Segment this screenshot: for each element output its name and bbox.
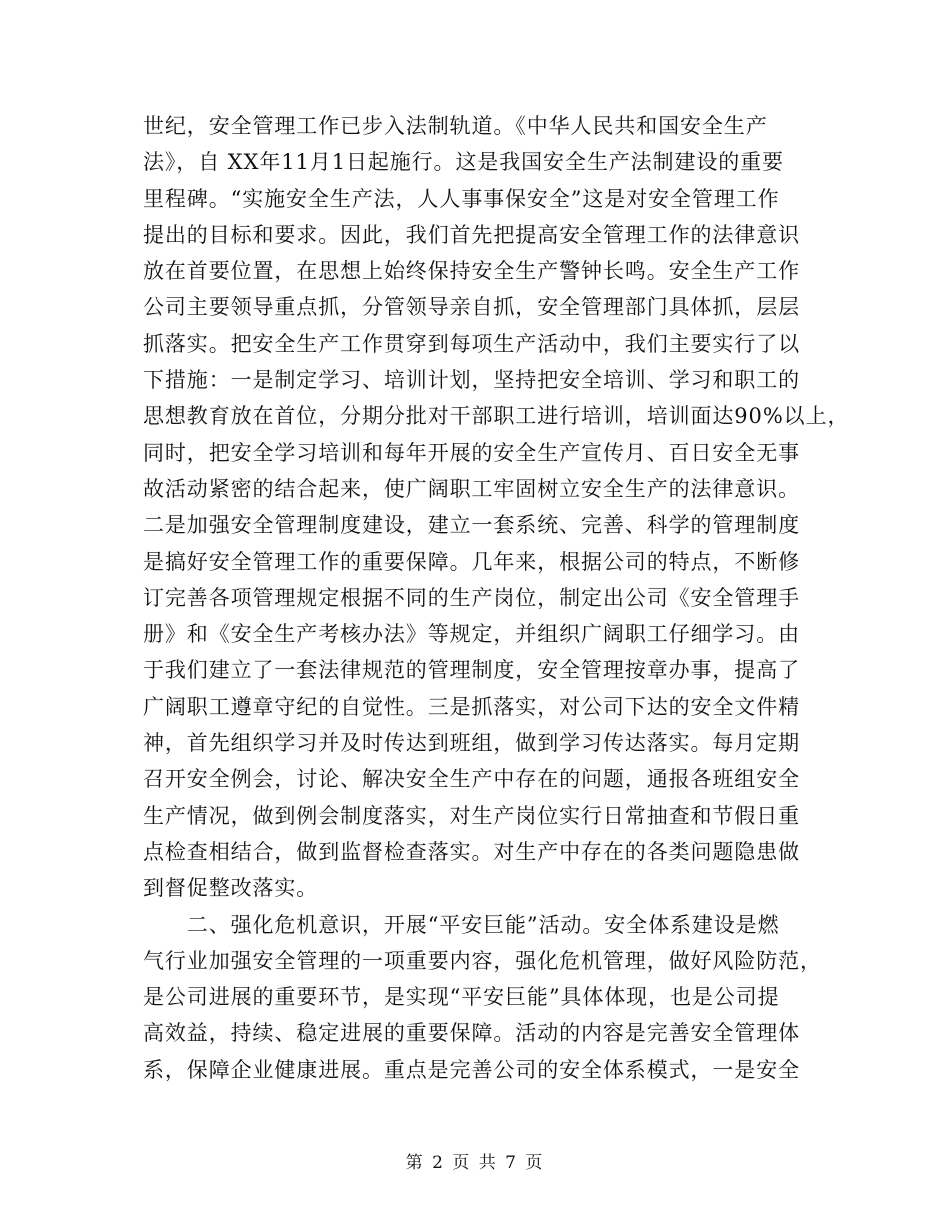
text-line: 抓落实。把安全生产工作贯穿到每项生产活动中，我们主要实行了以 [143, 331, 800, 356]
text-line: 订完善各项管理规定根据不同的生产岗位，制定出公司《安全管理手 [143, 585, 800, 610]
text-line: 于我们建立了一套法律规范的管理制度，安全管理按章办事，提高了 [143, 658, 800, 683]
page-footer: 第 2 页 共 7 页 [405, 1153, 545, 1173]
text-line: 思想教育放在首位，分期分批对干部职工进行培训，培训面达90%以上， [143, 404, 850, 429]
text-line: 到督促整改落实。 [143, 876, 319, 901]
text-line: 生产情况，做到例会制度落实，对生产岗位实行日常抽查和节假日重 [143, 803, 800, 828]
text-line: 故活动紧密的结合起来，使广阔职工牢固树立安全生产的法律意识。 [143, 476, 800, 501]
text-line: 世纪，安全管理工作已步入法制轨道。《中华人民共和国安全生产 [143, 114, 768, 138]
text-line: 里程碑。“实施安全生产法，人人事事保安全”这是对安全管理工作 [143, 186, 780, 211]
text-line: 册》和《安全生产考核办法》等规定，并组织广阔职工仔细学习。由 [143, 622, 800, 647]
text-line: 点检查相结合，做到监督检查落实。对生产中存在的各类问题隐患做 [143, 839, 800, 864]
text-line: 法》，自 XX年11月1日起施行。这是我国安全生产法制建设的重要 [143, 150, 784, 175]
text-line: 下措施：一是制定学习、培训计划，坚持把安全培训、学习和职工的 [143, 368, 800, 393]
text-line: 二是加强安全管理制度建设，建立一套系统、完善、科学的管理制度 [143, 513, 800, 538]
text-line: 系，保障企业健康进展。重点是完善公司的安全体系模式，一是安全 [143, 1057, 800, 1082]
text-line: 气行业加强安全管理的一项重要内容，强化危机管理，做好风险防范， [143, 948, 822, 973]
text-line: 高效益，持续、稳定进展的重要保障。活动的内容是完善安全管理体 [143, 1021, 800, 1046]
text-line: 同时，把安全学习培训和每年开展的安全生产宣传月、百日安全无事 [143, 440, 800, 465]
text-line: 广阔职工遵章守纪的自觉性。三是抓落实，对公司下达的安全文件精 [143, 694, 800, 719]
text-line: 提出的目标和要求。因此，我们首先把提高安全管理工作的法律意识 [143, 222, 800, 247]
text-line: 神，首先组织学习并及时传达到班组，做到学习传达落实。每月定期 [143, 731, 800, 756]
text-line: 召开安全例会，讨论、解决安全生产中存在的问题，通报各班组安全 [143, 767, 800, 792]
text-line: 放在首要位置，在思想上始终保持安全生产警钟长鸣。安全生产工作 [143, 259, 800, 284]
text-line: 二、强化危机意识，开展“平安巨能”活动。安全体系建设是燃 [143, 912, 780, 937]
body-text [143, 108, 850, 1088]
text-line: 公司主要领导重点抓，分管领导亲自抓，安全管理部门具体抓，层层 [143, 295, 800, 320]
text-line: 是搞好安全管理工作的重要保障。几年来，根据公司的特点，不断修 [143, 549, 800, 574]
text-line: 是公司进展的重要环节，是实现“平安巨能”具体体现，也是公司提 [143, 985, 780, 1010]
